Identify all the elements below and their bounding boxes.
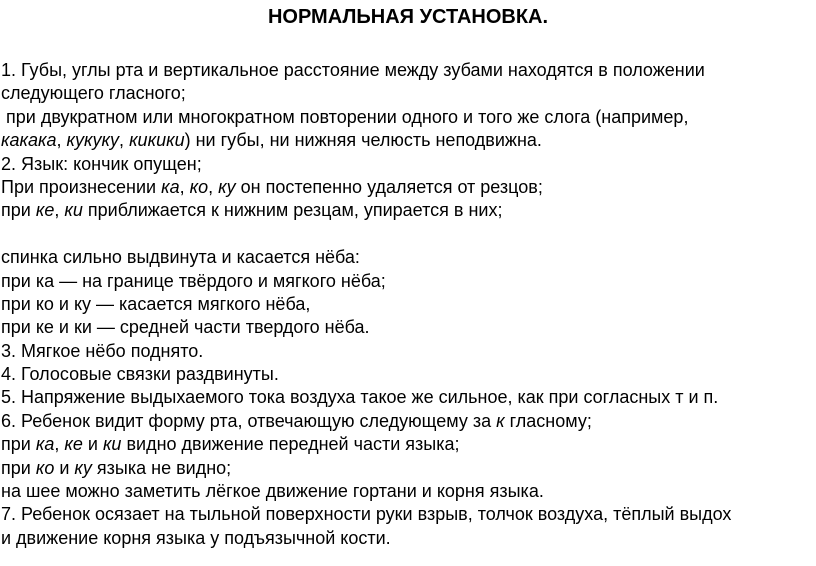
separator: и (54, 457, 75, 478)
text-line-20: и движение корня языка у подъязычной кости. (1, 527, 391, 548)
line-prefix: При произнесении (1, 176, 162, 197)
separator: и (82, 434, 103, 455)
separator: , (54, 200, 65, 221)
syllable: ку (74, 457, 92, 478)
line-prefix: при (1, 434, 36, 455)
syllable: ку (218, 176, 236, 197)
text-line-12: 3. Мягкое нёбо поднято. (1, 340, 204, 361)
page-title: НОРМАЛЬНАЯ УСТАНОВКА. (267, 6, 549, 28)
syllable: ко (35, 457, 55, 478)
text-line-18: на шее можно заметить лёгкое движение гортани и корня языка. (1, 481, 544, 502)
line-prefix: 6. Ребенок видит форму рта, отвечающую следующему за (1, 410, 497, 431)
line-rest: он постепенно удаляется от резцов; (235, 176, 543, 197)
text-line-10: при ко и ку — касается мягкого нёба, (1, 293, 311, 314)
text-line-14: 5. Напряжение выдыхаемого тока воздуха такое же сильное, как при согласных т и п. (1, 387, 719, 408)
line-prefix: при (1, 200, 36, 221)
text-line-5: 2. Язык: кончик опущен; (1, 153, 202, 174)
text-line-16 (1, 433, 813, 456)
text-line-1: 1. Губы, углы рта и вертикальное расстояние между зубами находятся в положении (1, 60, 705, 80)
separator: , (54, 434, 65, 455)
example-word: кикики (129, 130, 185, 151)
text-line-13: 4. Голосовые связки раздвинуты. (1, 364, 279, 385)
syllable: ки (102, 434, 122, 455)
line-rest: языка не видно; (91, 457, 232, 478)
text-line-17 (1, 457, 813, 480)
syllable: ко (189, 176, 209, 197)
text-line-9: при ка — на границе твёрдого и мягкого нёба; (1, 270, 386, 291)
text-line-8: спинка сильно выдвинута и касается нёба: (1, 247, 360, 268)
syllable: ке (35, 200, 55, 221)
document-body (1, 59, 813, 550)
separator: , (179, 176, 190, 197)
text-line-2: следующего гласного; (1, 83, 186, 104)
example-word: какака (1, 130, 57, 151)
line-rest: ) ни губы, ни нижняя челюсть неподвижна. (184, 130, 542, 151)
text-line-6 (1, 176, 813, 199)
syllable: ки (64, 200, 83, 221)
syllable: к (496, 410, 505, 431)
example-word: кукуку (66, 130, 120, 151)
separator: , (208, 176, 219, 197)
line-rest: гласному; (504, 410, 592, 431)
line-prefix: при (1, 457, 36, 478)
blank-line (1, 223, 813, 246)
syllable: ка (161, 176, 180, 197)
separator: , (119, 130, 130, 151)
text-line-3: при двукратном или многократном повторении одного и того же слога (например, (1, 106, 689, 127)
line-rest: приближается к нижним резцам, упирается в них; (82, 200, 503, 221)
text-line-4 (1, 129, 813, 152)
separator: , (56, 130, 67, 151)
text-line-11: при ке и ки — средней части твердого нёба. (1, 317, 370, 338)
text-line-19: 7. Ребенок осязает на тыльной поверхности руки взрыв, толчок воздуха, тёплый выдох (1, 504, 732, 525)
text-line-7 (1, 199, 813, 222)
line-rest: видно движение передней части языка; (121, 434, 460, 455)
syllable: ке (64, 434, 83, 455)
text-line-15 (1, 410, 813, 433)
syllable: ка (35, 434, 55, 455)
